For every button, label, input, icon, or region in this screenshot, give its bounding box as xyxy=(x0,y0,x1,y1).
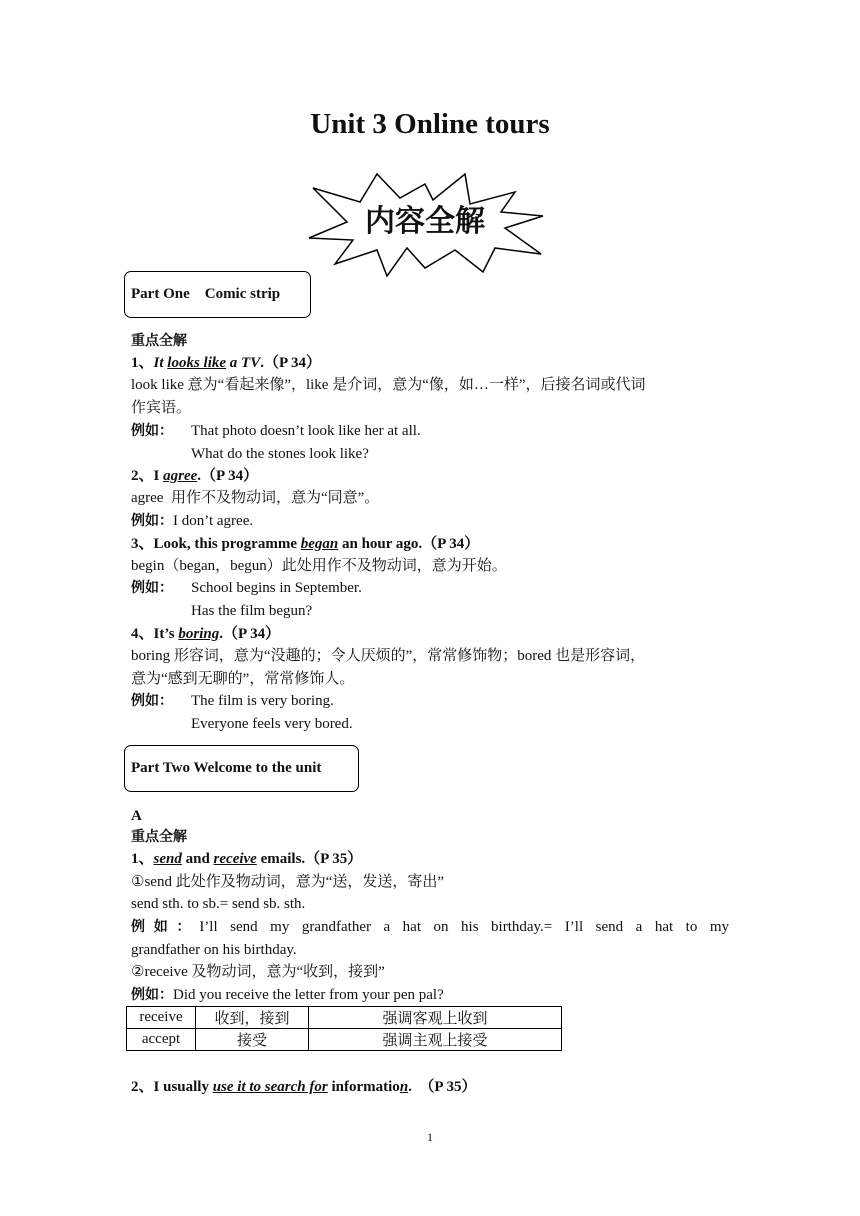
example-sentence: Did you receive the letter from your pen pal? xyxy=(173,987,444,1003)
example-sentence: The film is very boring. xyxy=(191,693,334,709)
table-cell: accept xyxy=(127,1029,196,1051)
part-two-box: Part Two Welcome to the unit xyxy=(124,745,359,792)
example-sentence: grandfather on his birthday. xyxy=(131,942,297,958)
point-number: 2、 xyxy=(131,468,154,484)
example-sentence: I don’t agree. xyxy=(173,513,254,529)
part-one-box: Part One Comic strip xyxy=(124,271,311,318)
pattern-line: send sth. to sb.= send sb. sth. xyxy=(131,896,306,912)
table-cell: 接受 xyxy=(196,1029,309,1051)
example-line xyxy=(131,690,334,712)
example-label: 例如： xyxy=(131,919,200,935)
underlined-phrase: use it to search for xyxy=(212,1079,328,1095)
example-line xyxy=(131,577,362,599)
key-points-heading: 重点全解 xyxy=(131,333,187,349)
point-4-sentence xyxy=(131,623,280,645)
underlined-letter: n xyxy=(399,1079,409,1095)
example-sentence: School begins in September. xyxy=(191,580,362,596)
sentence-text: Look, this programme xyxy=(153,536,301,552)
example-label: 例如： xyxy=(131,423,173,439)
page-reference: .（P 34） xyxy=(260,355,322,371)
table-row xyxy=(127,1029,562,1051)
explanation-line: 意为“感到无聊的”，常常修饰人。 xyxy=(131,671,355,687)
table-cell: 强调客观上收到 xyxy=(309,1007,562,1029)
section-a-label: A xyxy=(131,808,142,824)
sentence-text: and xyxy=(181,851,214,867)
page-reference: emails.（P 35） xyxy=(256,851,363,867)
point-number: 2、 xyxy=(131,1079,154,1095)
point-number: 3、 xyxy=(131,536,154,552)
example-sentence: Everyone feels very bored. xyxy=(191,716,353,732)
document-title: Unit 3 Online tours xyxy=(310,108,550,140)
page-reference: . （P 35） xyxy=(408,1079,477,1095)
badge-label: 内容全解 xyxy=(365,204,485,239)
example-label: 例如： xyxy=(131,987,173,1003)
point-1-sentence xyxy=(131,352,321,374)
point-2-sentence xyxy=(131,465,258,487)
explanation-line: agree 用作不及物动词，意为“同意”。 xyxy=(131,490,380,506)
underlined-phrase: agree xyxy=(163,468,198,484)
underlined-phrase: looks like xyxy=(167,355,227,371)
example-sentence: Has the film begun? xyxy=(191,603,313,619)
key-points-heading: 重点全解 xyxy=(131,829,187,845)
example-sentence: I’ll send my grandfather a hat on his birthday.= I’ll send a hat to my xyxy=(199,919,730,935)
sentence-text: It xyxy=(153,355,168,371)
explanation-line: boring 形容词，意为“没趣的；令人厌烦的”，常常修饰物；bored 也是形容词， xyxy=(131,648,646,664)
table-cell: 强调主观上接受 xyxy=(309,1029,562,1051)
sentence-text: It’s xyxy=(153,626,179,642)
example-sentence: That photo doesn’t look like her at all. xyxy=(191,423,421,439)
sentence-text: I xyxy=(153,468,164,484)
table-row xyxy=(127,1007,562,1029)
comparison-table xyxy=(126,1006,562,1051)
underlined-phrase: boring xyxy=(178,626,220,642)
point-1-sentence xyxy=(131,848,362,870)
example-label: 例如： xyxy=(131,513,173,529)
page-reference: an hour ago.（P 34） xyxy=(338,536,480,552)
example-line xyxy=(131,420,421,442)
underlined-word: send xyxy=(153,851,182,867)
page-number: 1 xyxy=(427,1130,433,1144)
page-reference: .（P 34） xyxy=(219,626,281,642)
sentence-text: informatio xyxy=(327,1079,400,1095)
table-cell: 收到，接到 xyxy=(196,1007,309,1029)
example-sentence: What do the stones look like? xyxy=(191,446,369,462)
example-line xyxy=(131,510,253,532)
explanation-line: look like 意为“看起来像”，like 是介词，意为“像，如…一样”，后接名词或代词 xyxy=(131,377,646,393)
point-2-sentence xyxy=(131,1076,477,1098)
explanation-line: ②receive 及物动词，意为“收到，接到” xyxy=(131,964,385,980)
example-line xyxy=(131,984,444,1006)
underlined-word: receive xyxy=(213,851,257,867)
page-reference: .（P 34） xyxy=(197,468,259,484)
example-label: 例如： xyxy=(131,580,173,596)
point-number: 1、 xyxy=(131,355,154,371)
point-number: 1、 xyxy=(131,851,154,867)
explanation-line: 作宾语。 xyxy=(131,400,192,416)
table-cell: receive xyxy=(127,1007,196,1029)
sentence-text: I usually xyxy=(153,1079,213,1095)
point-3-sentence xyxy=(131,533,479,555)
example-label: 例如： xyxy=(131,693,173,709)
point-number: 4、 xyxy=(131,626,154,642)
example-line xyxy=(131,916,729,938)
sentence-text: a TV xyxy=(226,355,261,371)
explanation-line: begin（began，begun）此处用作不及物动词，意为开始。 xyxy=(131,558,507,574)
underlined-phrase: began xyxy=(300,536,339,552)
explanation-line: ①send 此处作及物动词，意为“送，发送，寄出” xyxy=(131,874,445,890)
